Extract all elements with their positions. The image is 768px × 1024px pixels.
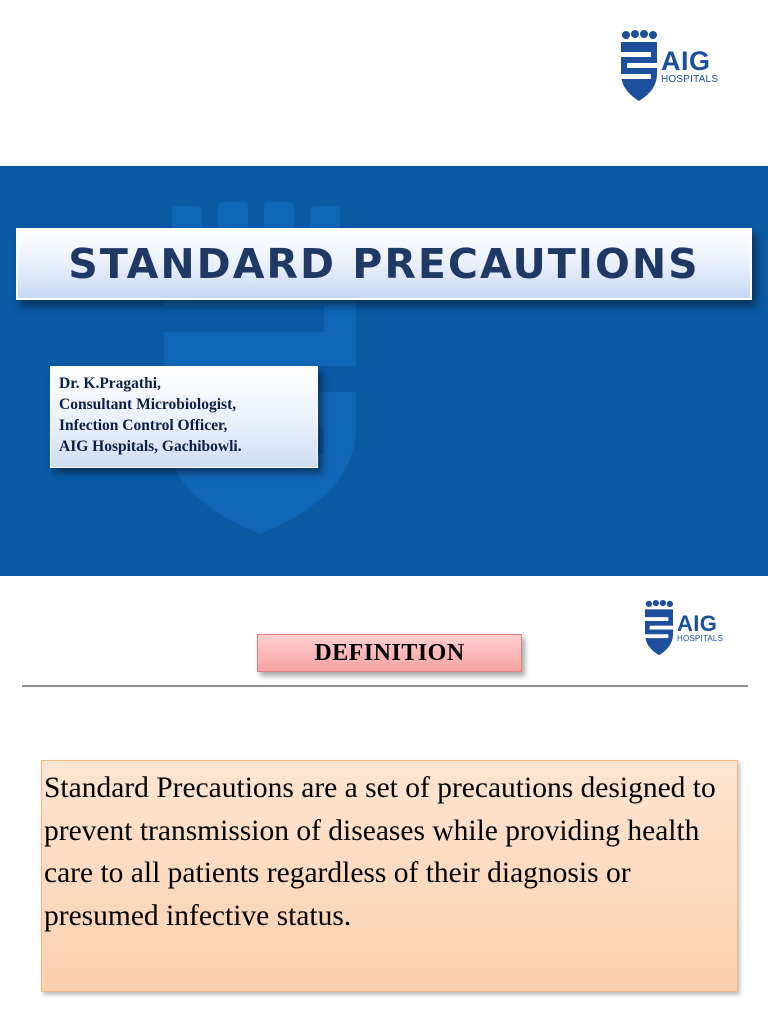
logo-name-small: AIG <box>677 611 718 636</box>
author-role: Consultant Microbiologist, <box>59 396 237 413</box>
author-info-box <box>50 366 318 468</box>
logo-subtitle-small: HOSPITALS <box>677 634 724 643</box>
author-position: Infection Control Officer, <box>59 417 228 434</box>
logo-subtitle: HOSPITALS <box>661 73 719 85</box>
blue-banner <box>0 166 768 576</box>
logo-name: AIG <box>661 45 711 76</box>
aig-logo <box>620 30 718 102</box>
definition-heading-box <box>257 634 522 672</box>
aig-logo-small <box>644 600 723 656</box>
definition-heading: DEFINITION <box>314 639 465 666</box>
definition-text: Standard Precautions are a set of precautions designed to prevent transmission of diseases while providing health care to all patients regardless of their diagnosis or presumed infective status. <box>44 772 716 932</box>
author-name: Dr. K.Pragathi, <box>59 375 161 392</box>
author-affiliation: AIG Hospitals, Gachibowli. <box>59 438 242 455</box>
divider-line <box>22 685 748 687</box>
title-banner <box>16 228 752 300</box>
aig-shield-icon <box>620 30 658 102</box>
aig-shield-icon-small <box>644 600 674 656</box>
slide-title: STANDARD PRECAUTIONS <box>68 240 700 288</box>
definition-body-box <box>41 760 738 992</box>
